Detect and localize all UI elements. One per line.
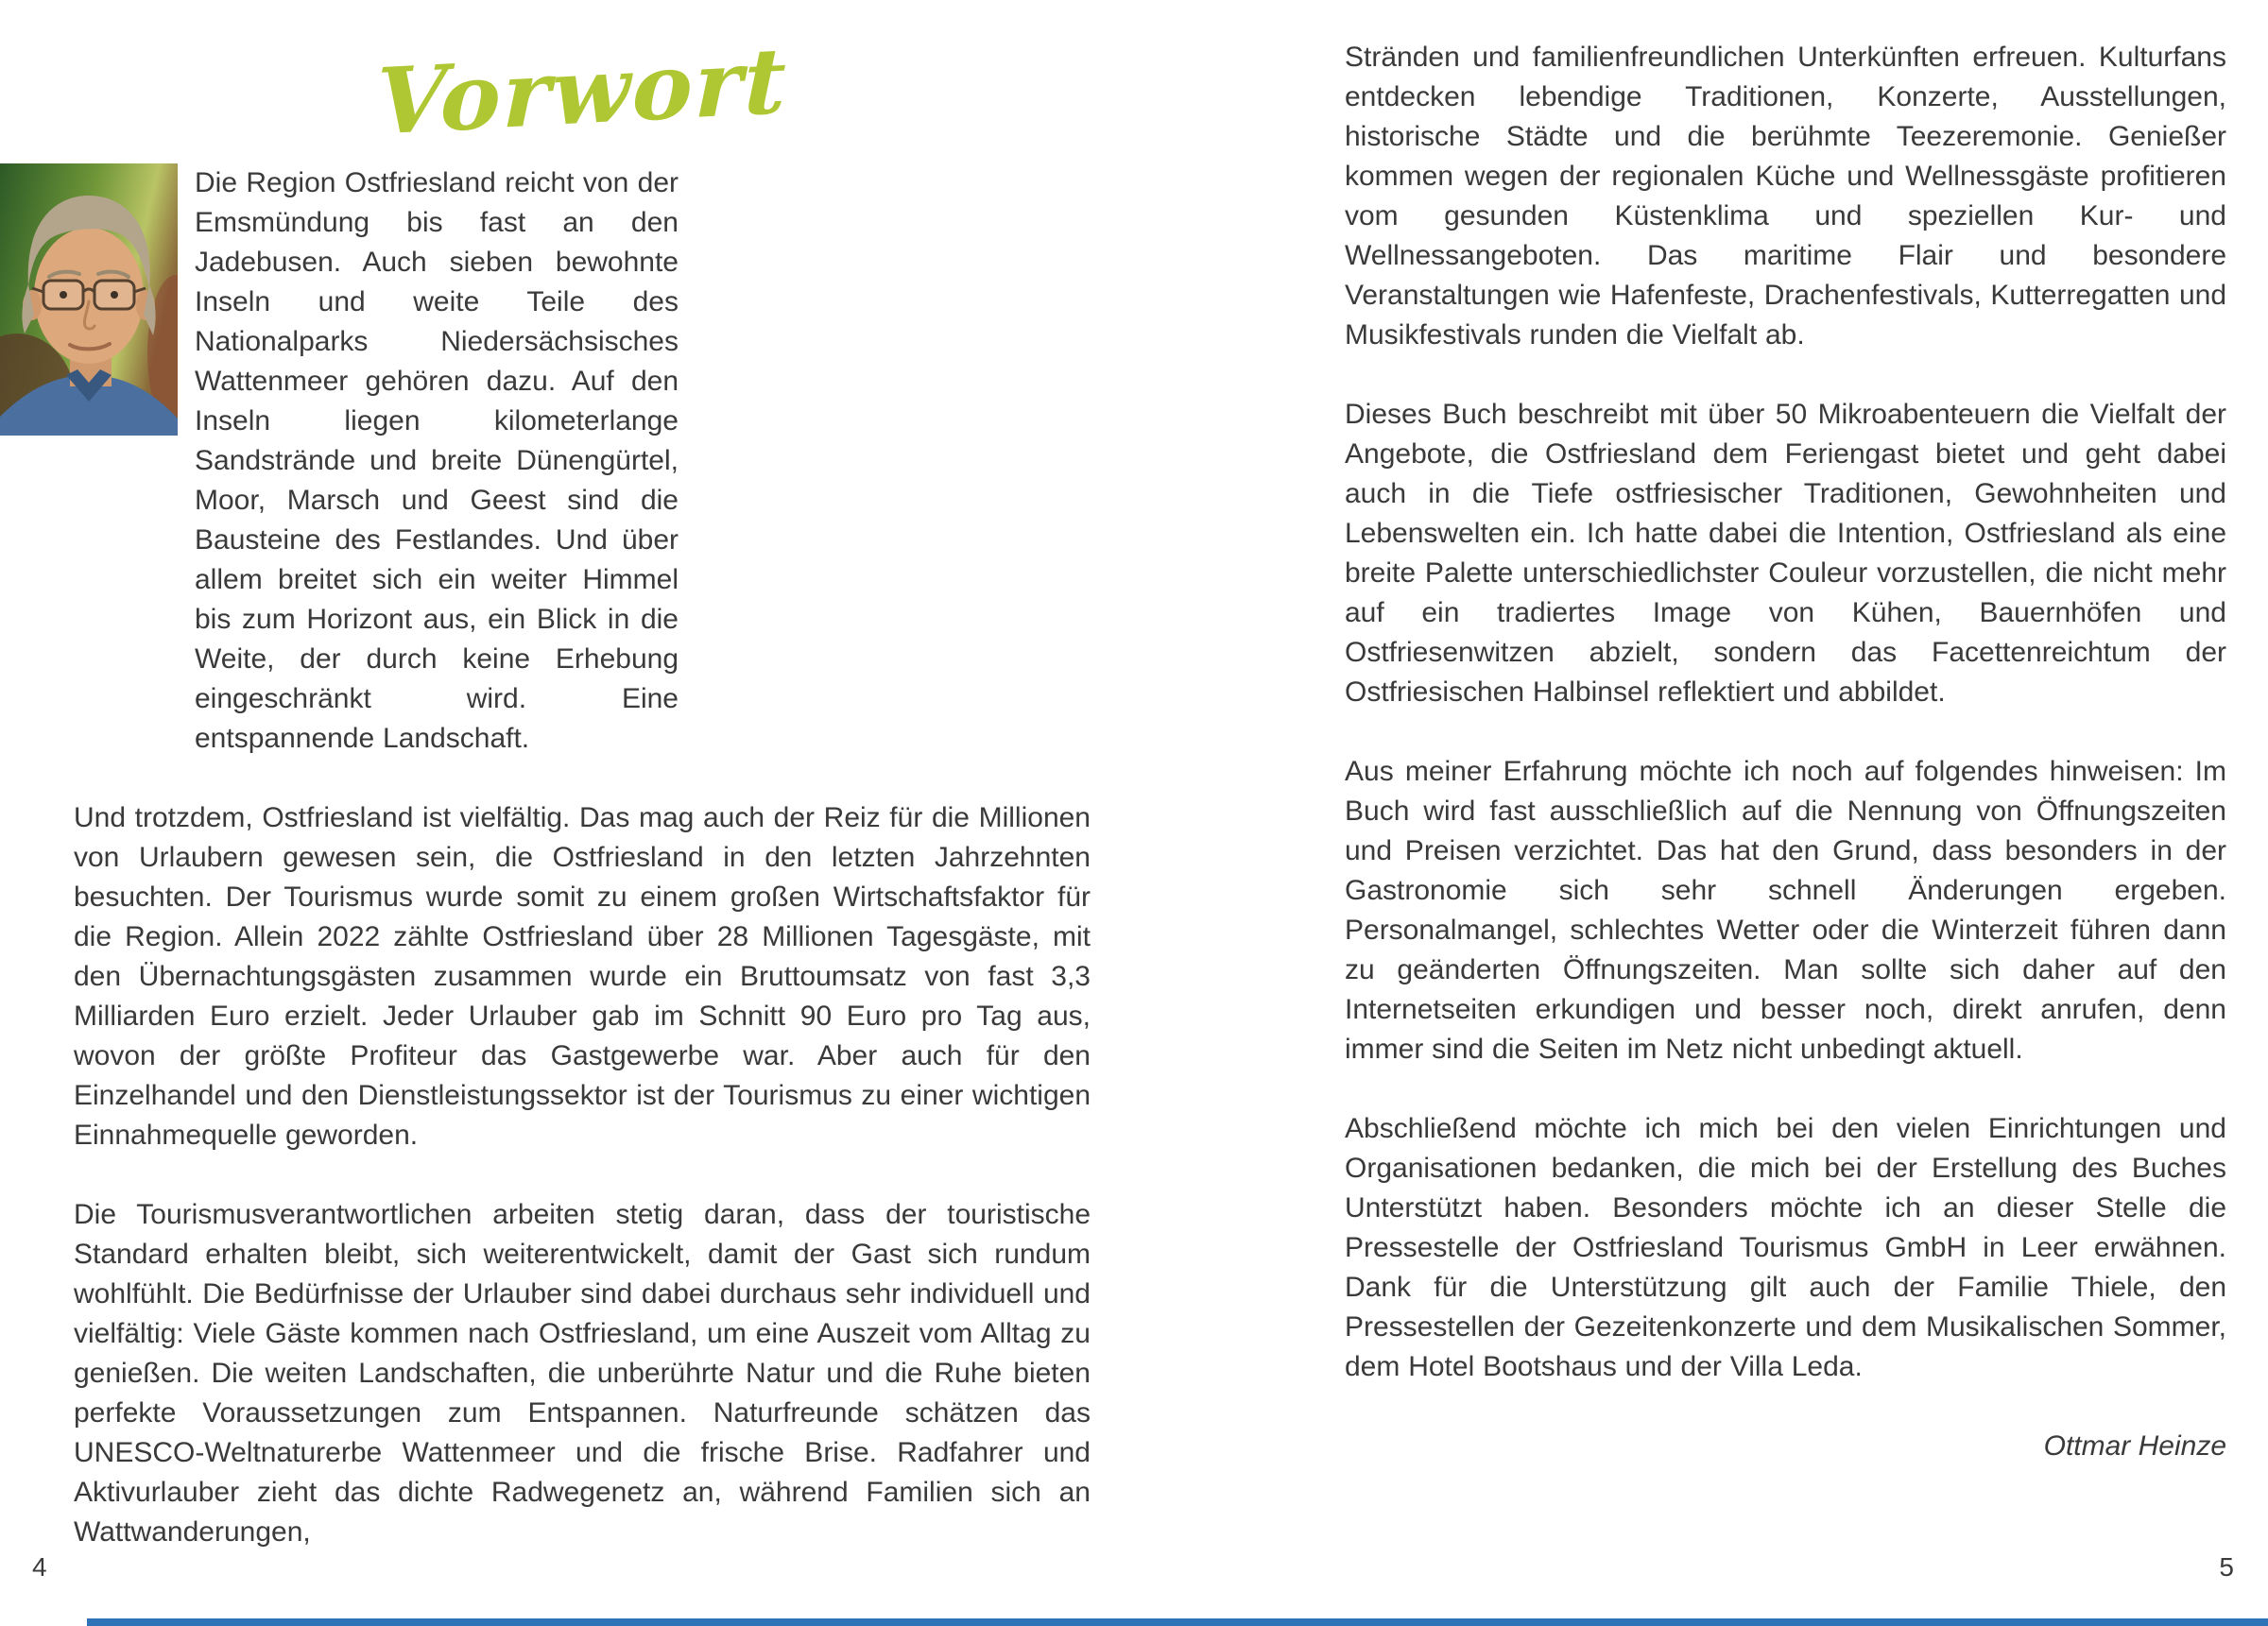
page-right xyxy=(1134,0,2268,1626)
author-signature: Ottmar Heinze xyxy=(2043,1430,2226,1462)
body-paragraph: Dieses Buch beschreibt mit über 50 Mikroabenteuern die Vielfalt der Angebote, die Ostfriesland dem Feriengast bietet und geht dabei auch in die Tiefe ostfriesischer Traditionen, Gewohnheiten und Lebenswelten ein. Ich hatte dabei die Intention, Ostfriesland als eine breite Palette unterschiedlichster Couleur vorzustellen, die nicht mehr auf ein tradiertes Image von Kühen, Bauernhöfen und Ostfriesenwitzen abzielt, sondern das Facettenreichtum der Ostfriesischen Halbinsel reflektiert und abbildet. xyxy=(1345,399,2226,708)
bottom-edge-bar xyxy=(87,1618,2268,1626)
intro-paragraph: Die Region Ostfriesland reicht von der Emsmündung bis fast an den Jadebusen. Auch sieben bewohnte Inseln und weite Teile des Nationalparks Niedersächsisches Wattenmeer gehören dazu. Auf den Inseln liegen kilometerlange Sandstrände und breite Dünengürtel, Moor, Marsch und Geest sind die Bausteine des Festlandes. Und über allem breitet sich ein weiter Himmel bis zum Horizont aus, ein Blick in die Weite, der durch keine Erhebung eingeschränkt wird. Eine entspannende Landschaft. xyxy=(195,167,679,754)
foreword-title: Vorwort xyxy=(375,26,789,156)
author-portrait-photo xyxy=(0,163,178,436)
page-number-right: 5 xyxy=(2219,1552,2234,1582)
body-paragraph: Stränden und familienfreundlichen Unterkünften erfreuen. Kulturfans entdecken lebendige Traditionen, Konzerte, Ausstellungen, historische Städte und die berühmte Teezeremonie. Genießer kommen wegen der regionalen Küche und Wellnessgäste profitieren vom gesunden Küstenklima und speziellen Kur- und Wellnessangeboten. Das maritime Flair und besondere Veranstaltungen wie Hafenfeste, Drachenfestivals, Kutterregatten und Musikfestivals runden die Vielfalt ab. xyxy=(1345,42,2226,351)
page-number-left: 4 xyxy=(32,1552,47,1582)
intro-row xyxy=(0,163,1091,759)
body-paragraph: Und trotzdem, Ostfriesland ist vielfältig. Das mag auch der Reiz für die Millionen von Urlaubern gewesen sein, die Ostfriesland in den letzten Jahrzehnten besuchten. Der Tourismus wurde somit zu einem großen Wirtschaftsfaktor für die Region. Allein 2022 zählte Ostfriesland über 28 Millionen Tagesgäste, mit den Übernachtungsgästen zusammen wurde ein Bruttoumsatz von fast 3,3 Milliarden Euro erzielt. Jeder Urlauber gab im Schnitt 90 Euro pro Tag aus, wovon der größte Profiteur das Gastgewerbe war. Aber auch für den Einzelhandel und den Dienstleistungssektor ist der Tourismus zu einer wichtigen Einnahmequelle geworden. xyxy=(74,802,1091,1151)
body-paragraph: Die Tourismusverantwortlichen arbeiten stetig daran, dass der touristische Standard erhalten bleibt, sich weiterentwickelt, damit der Gast sich rundum wohlfühlt. Die Bedürfnisse der Urlauber sind dabei durchaus sehr individuell und vielfältig: Viele Gäste kommen nach Ostfriesland, um eine Auszeit vom Alltag zu genießen. Die weiten Landschaften, die unberührte Natur und die Ruhe bieten perfekte Voraussetzungen zum Entspannen. Naturfreunde schätzen das UNESCO-Weltnaturerbe Wattenmeer und die frische Brise. Radfahrer und Aktivurlauber zieht das dichte Radwegenetz an, während Familien sich an Wattwanderungen, xyxy=(74,1199,1091,1548)
body-paragraph: Aus meiner Erfahrung möchte ich noch auf folgendes hinweisen: Im Buch wird fast ausschließlich auf die Nennung von Öffnungszeiten und Preisen verzichtet. Das hat den Grund, dass besonders in der Gastronomie sich sehr schnell Änderungen ergeben. Personalmangel, schlechtes Wetter oder die Winterzeit führen dann zu geänderten Öffnungszeiten. Man sollte sich daher auf den Internetseiten erkundigen und besser noch, direkt anrufen, denn immer sind die Seiten im Netz nicht unbedingt aktuell. xyxy=(1345,756,2226,1065)
body-paragraph: Abschließend möchte ich mich bei den vielen Einrichtungen und Organisationen bedanken, die mich bei der Erstellung des Buches Unterstützt haben. Besonders möchte ich an dieser Stelle die Pressestelle der Ostfriesland Tourismus GmbH in Leer erwähnen. Dank für die Unterstützung gilt auch der Familie Thiele, den Pressestellen der Gezeitenkonzerte und dem Musikalischen Sommer, dem Hotel Bootshaus und der Villa Leda. xyxy=(1345,1113,2226,1382)
